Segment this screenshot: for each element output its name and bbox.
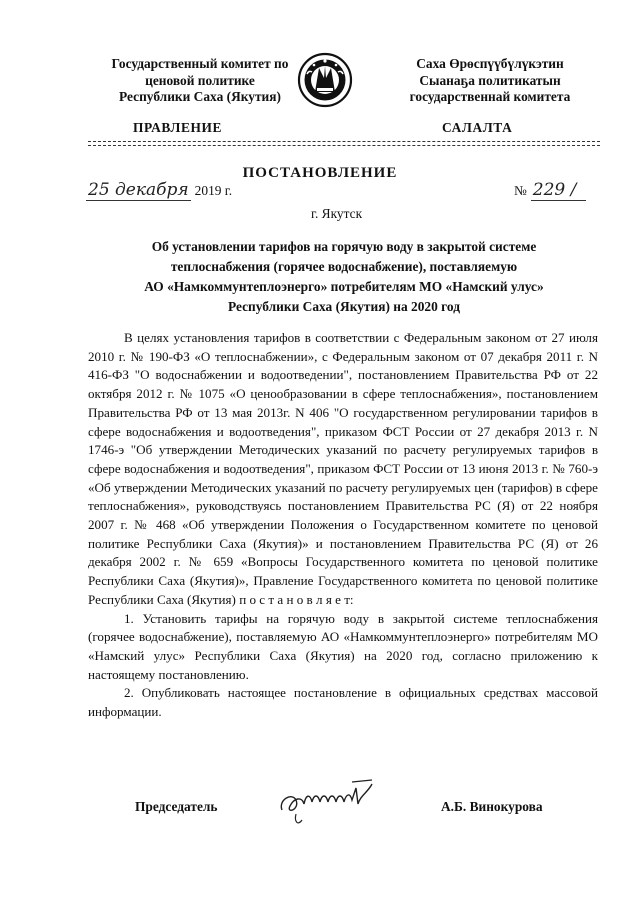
right-section-title: САЛАЛТА	[442, 120, 513, 135]
header-right-line: государственнай комитета	[409, 89, 571, 104]
subject-line: теплоснабжения (горячее водоснабжение), поставляемую	[170, 259, 518, 274]
number-sign: №	[514, 183, 527, 198]
header-right-org	[372, 56, 608, 106]
emblem-icon	[297, 52, 353, 108]
subject-line: Республики Саха (Якутия) на 2020 год	[228, 299, 460, 314]
signatory-name: А.Б. Винокурова	[441, 799, 543, 814]
preamble-paragraph	[88, 329, 598, 610]
date-year: 2019 г.	[194, 183, 233, 198]
date-handwritten: 25 декабря	[88, 180, 189, 200]
preamble-text: В целях установления тарифов в соответствии с Федеральным законом от 27 июля 2010 г. № 190-ФЗ «О теплоснабжении», с Федеральным законом от 07 декабря 2011 г. N 416-ФЗ "О водоснабжении и водоотведении", постановлением Правительства РФ от 22 октября 2012 г. № 1075 «О ценообразовании в сфере теплоснабжения», постановлением Правительства РФ от 13 мая 2013г. N 406 "О государственном регулировании тарифов в сфере водоснабжения и водоотведения", приказом ФСТ России от 27 декабря 2013 г. N 1746-э "Об утверждении Методических указаний по расчету регулируемых тарифов в сфере водоснабжения и водоотведения", приказом ФСТ России от 13 июня 2013 г. № 760-э «Об утверждении Методических указаний по расчету регулируемых цен (тарифов) в сфере теплоснабжения», руководствуясь постановлением Правительства РС (Я) от 22 ноября 2007 г. № 468 «Об утверждении Положения о Государственном комитете по ценовой политике Республики Саха (Якутия)» и постановлением Правительства РС (Я) от 26 декабря 2002 г. № 659 «Вопросы Государственного комитета по ценовой политике Республики Саха (Якутия)», Правление Государственного комитета по ценовой политике Республики Саха (Якутия)	[88, 330, 598, 607]
item-2: 2. Опубликовать настоящее постановление в официальных средствах массовой информации.	[88, 685, 598, 720]
signatory-position: Председатель	[135, 799, 218, 814]
header-divider	[88, 145, 600, 146]
decree-word: п о с т а н о в л я е т:	[239, 591, 354, 607]
signature-icon	[276, 770, 386, 830]
header-right-line: Саха Өрөспүүбүлүкэтин	[416, 56, 564, 71]
header-right-line: Сыанаҕа политикатын	[419, 72, 561, 88]
item-1: 1. Установить тарифы на горячую воду в закрытой системе теплоснабжения (горячее водоснабжение), поставляемую АО «Намкоммунтеплоэнерго» потребителям МО «Намский улус» Республики Саха (Якутия) на 2020 год, согласно приложению к настоящему постановлению.	[88, 610, 598, 682]
number-handwritten: 229 /	[531, 180, 587, 201]
document-city: г. Якутск	[311, 206, 363, 221]
document-body	[88, 329, 598, 722]
coat-of-arms-emblem	[297, 52, 353, 108]
document-date	[86, 180, 232, 200]
header-left-line: Государственный комитет по	[111, 56, 289, 71]
subject-line: Об установлении тарифов на горячую воду в закрытой системе	[151, 239, 537, 254]
handwritten-signature	[276, 770, 386, 830]
document-title: ПОСТАНОВЛЕНИЕ	[242, 165, 398, 181]
document-subject	[88, 237, 600, 317]
header-divider	[88, 141, 600, 142]
left-section-title: ПРАВЛЕНИЕ	[133, 120, 223, 135]
header-left-line: Республики Саха (Якутия)	[119, 89, 281, 104]
header-left-line: ценовой политике	[145, 72, 255, 88]
subject-line: АО «Намкоммунтеплоэнерго» потребителям МО «Намский улус»	[144, 279, 544, 294]
document-number	[514, 180, 586, 200]
header-left-org	[70, 56, 330, 106]
